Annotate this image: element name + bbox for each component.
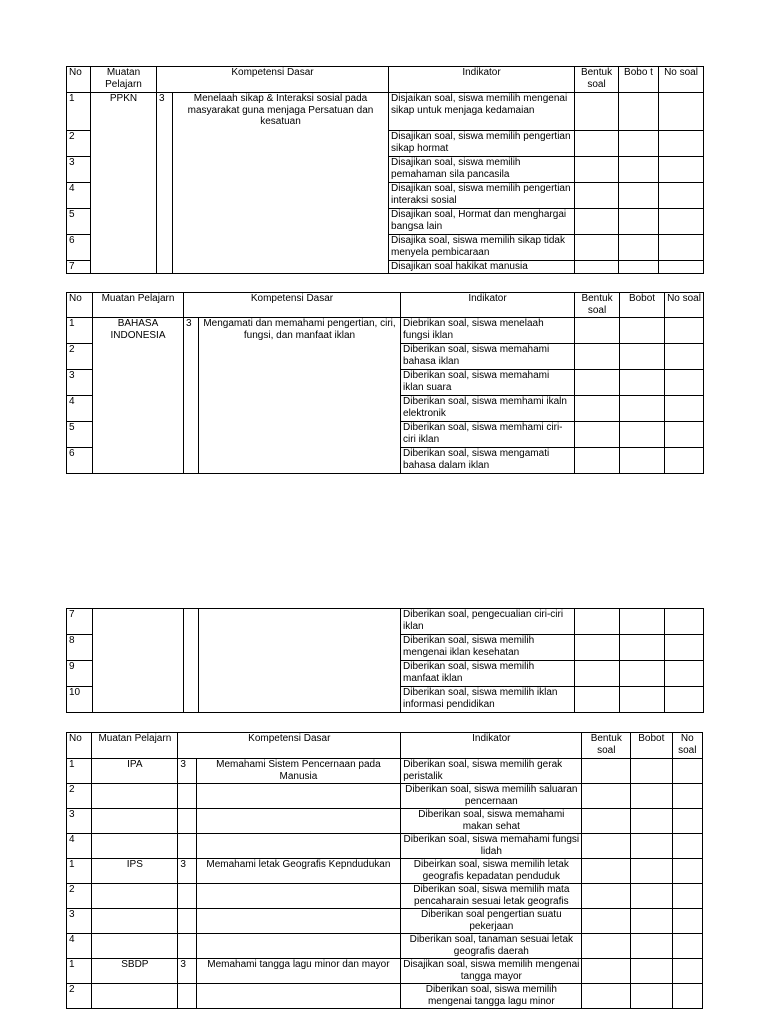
kd-number bbox=[178, 984, 196, 1009]
header-bobot: Bobot bbox=[620, 293, 665, 318]
indikator-cell: Disajikan soal, siswa memilih pemahaman sila pancasila bbox=[389, 157, 575, 183]
table-row bbox=[67, 609, 704, 635]
table-ppkn bbox=[66, 66, 704, 274]
kd-number bbox=[178, 909, 196, 934]
row-no: 7 bbox=[67, 609, 93, 635]
kd-number: 3 bbox=[178, 859, 196, 884]
subject-cell bbox=[92, 884, 178, 909]
row-no: 3 bbox=[67, 909, 92, 934]
subject-cell bbox=[92, 834, 178, 859]
table-row bbox=[67, 909, 703, 934]
table-row bbox=[67, 784, 703, 809]
subject-cell: IPS bbox=[92, 859, 178, 884]
header-indikator: Indikator bbox=[401, 733, 582, 759]
indikator-cell: Diberikan soal pengertian suatu pekerjaan bbox=[401, 909, 582, 934]
table-row bbox=[67, 884, 703, 909]
header-kompetensi-dasar: Kompetensi Dasar bbox=[157, 67, 389, 93]
table-ipa-ips-sbdp bbox=[66, 732, 703, 1009]
header-bentuk-soal: Bentuk soal bbox=[582, 733, 631, 759]
indikator-cell: Diberikan soal, siswa memahami bahasa iklan bbox=[401, 344, 575, 370]
header-indikator: Indikator bbox=[401, 293, 575, 318]
indikator-cell: Diberikan soal, siswa memilih mengenai iklan kesehatan bbox=[401, 635, 575, 661]
row-no: 1 bbox=[67, 318, 93, 344]
row-no: 2 bbox=[67, 884, 92, 909]
table-bahasa-indonesia-continued bbox=[66, 608, 704, 713]
kd-text bbox=[196, 909, 401, 934]
header-muatan-pelajaran: Muatan Pelajarn bbox=[91, 67, 157, 93]
row-no: 10 bbox=[67, 687, 93, 713]
table-row bbox=[67, 959, 703, 984]
row-no: 7 bbox=[67, 261, 91, 274]
indikator-cell: Diberikan soal, siswa memhami ikaln elektronik bbox=[401, 396, 575, 422]
kd-number bbox=[178, 834, 196, 859]
row-no: 1 bbox=[67, 93, 91, 131]
row-no: 1 bbox=[67, 959, 92, 984]
header-bobot: Bobot bbox=[631, 733, 673, 759]
header-no: No bbox=[67, 733, 92, 759]
subject-cell bbox=[92, 809, 178, 834]
row-no: 2 bbox=[67, 784, 92, 809]
row-no: 4 bbox=[67, 834, 92, 859]
header-bentuk-soal: Bentuk soal bbox=[575, 293, 620, 318]
kd-number bbox=[178, 934, 196, 959]
indikator-cell: Diberikan soal, pengecualian ciri-ciri iklan bbox=[401, 609, 575, 635]
row-no: 8 bbox=[67, 635, 93, 661]
subject-cell bbox=[92, 984, 178, 1009]
table-row bbox=[67, 934, 703, 959]
row-no: 1 bbox=[67, 759, 92, 784]
indikator-cell: Diberikan soal, siswa memilih iklan informasi pendidikan bbox=[401, 687, 575, 713]
header-indikator: Indikator bbox=[389, 67, 575, 93]
row-no: 2 bbox=[67, 984, 92, 1009]
kd-text bbox=[196, 834, 401, 859]
row-no: 3 bbox=[67, 809, 92, 834]
kd-text bbox=[196, 934, 401, 959]
subject-cell: SBDP bbox=[92, 959, 178, 984]
kd-text bbox=[196, 809, 401, 834]
indikator-cell: Disajikan soal, siswa memilih mengenai tangga mayor bbox=[401, 959, 582, 984]
header-no: No bbox=[67, 293, 93, 318]
table-row bbox=[67, 759, 703, 784]
indikator-cell: Diberikan soal, siswa mengamati bahasa dalam iklan bbox=[401, 448, 575, 474]
header-kompetensi-dasar: Kompetensi Dasar bbox=[178, 733, 401, 759]
indikator-cell: Diberikan soal, siswa memahami iklan suara bbox=[401, 370, 575, 396]
indikator-cell: Disajikan soal, Hormat dan menghargai bangsa lain bbox=[389, 209, 575, 235]
table-row bbox=[67, 859, 703, 884]
subject-cell: IPA bbox=[92, 759, 178, 784]
subject-cell: PPKN bbox=[91, 93, 157, 274]
kd-number bbox=[178, 784, 196, 809]
indikator-cell: Diberikan soal, siswa memilih mata pencaharain sesuai letak geografis bbox=[401, 884, 582, 909]
header-no-soal: No soal bbox=[659, 67, 704, 93]
indikator-cell: Diberikan soal, siswa memhami ciri-ciri iklan bbox=[401, 422, 575, 448]
header-bobot: Bobo t bbox=[619, 67, 659, 93]
indikator-cell: Diberikan soal, tanaman sesuai letak geografis daerah bbox=[401, 934, 582, 959]
subject-cell bbox=[92, 784, 178, 809]
indikator-cell: Diberikan soal, siswa memahami fungsi lidah bbox=[401, 834, 582, 859]
row-no: 5 bbox=[67, 209, 91, 235]
indikator-cell: Diebrikan soal, siswa menelaah fungsi iklan bbox=[401, 318, 575, 344]
row-no: 1 bbox=[67, 859, 92, 884]
kd-text: Memahami Sistem Pencernaan pada Manusia bbox=[196, 759, 401, 784]
kd-text: Menelaah sikap & Interaksi sosial pada masyarakat guna menjaga Persatuan dan kesatuan bbox=[173, 93, 389, 274]
row-no: 6 bbox=[67, 448, 93, 474]
header-no: No bbox=[67, 67, 91, 93]
row-no: 2 bbox=[67, 131, 91, 157]
kd-number bbox=[178, 809, 196, 834]
kd-text bbox=[196, 784, 401, 809]
row-no: 4 bbox=[67, 934, 92, 959]
row-no: 9 bbox=[67, 661, 93, 687]
row-no: 5 bbox=[67, 422, 93, 448]
row-no: 2 bbox=[67, 344, 93, 370]
table-row bbox=[67, 93, 704, 131]
header-muatan-pelajaran: Muatan Pelajarn bbox=[92, 733, 178, 759]
row-no: 3 bbox=[67, 370, 93, 396]
kd-text bbox=[196, 884, 401, 909]
header-muatan-pelajaran: Muatan Pelajarn bbox=[93, 293, 184, 318]
table-row bbox=[67, 834, 703, 859]
indikator-cell: Diberikan soal, siswa memahami makan sehat bbox=[401, 809, 582, 834]
indikator-cell: Disajika soal, siswa memilih sikap tidak menyela pembicaraan bbox=[389, 235, 575, 261]
header-no-soal: No soal bbox=[665, 293, 704, 318]
indikator-cell: Dibeirkan soal, siswa memilih letak geografis kepadatan penduduk bbox=[401, 859, 582, 884]
header-kompetensi-dasar: Kompetensi Dasar bbox=[184, 293, 401, 318]
indikator-cell: Disjaikan soal, siswa memilih mengenai sikap untuk menjaga kedamaian bbox=[389, 93, 575, 131]
header-bentuk-soal: Bentuk soal bbox=[575, 67, 619, 93]
table-row bbox=[67, 984, 703, 1009]
table-row bbox=[67, 809, 703, 834]
indikator-cell: Diberikan soal, siswa memilih gerak peristalik bbox=[401, 759, 582, 784]
kd-text: Mengamati dan memahami pengertian, ciri, fungsi, dan manfaat iklan bbox=[199, 318, 401, 474]
indikator-cell: Disajikan soal, siswa memilih pengertian interaksi sosial bbox=[389, 183, 575, 209]
kd-number: 3 bbox=[157, 93, 173, 274]
row-no: 4 bbox=[67, 396, 93, 422]
table-bahasa-indonesia bbox=[66, 292, 704, 474]
kd-number bbox=[178, 884, 196, 909]
indikator-cell: Disajikan soal hakikat manusia bbox=[389, 261, 575, 274]
subject-cell bbox=[92, 934, 178, 959]
indikator-cell: Disajikan soal, siswa memilih pengertian sikap hormat bbox=[389, 131, 575, 157]
row-no: 3 bbox=[67, 157, 91, 183]
kd-number: 3 bbox=[178, 759, 196, 784]
kd-number: 3 bbox=[178, 959, 196, 984]
subject-cell: BAHASA INDONESIA bbox=[93, 318, 184, 474]
row-no: 6 bbox=[67, 235, 91, 261]
kd-text: Memahami tangga lagu minor dan mayor bbox=[196, 959, 401, 984]
kd-text bbox=[196, 984, 401, 1009]
header-no-soal: No soal bbox=[672, 733, 702, 759]
row-no: 4 bbox=[67, 183, 91, 209]
table-row bbox=[67, 318, 704, 344]
kd-text: Memahami letak Geografis Kepndudukan bbox=[196, 859, 401, 884]
subject-cell bbox=[92, 909, 178, 934]
kd-number: 3 bbox=[184, 318, 199, 474]
indikator-cell: Diberikan soal, siswa memilih manfaat iklan bbox=[401, 661, 575, 687]
indikator-cell: Diberikan soal, siswa memilih saluaran pencernaan bbox=[401, 784, 582, 809]
indikator-cell: Diberikan soal, siswa memilih mengenai tangga lagu minor bbox=[401, 984, 582, 1009]
